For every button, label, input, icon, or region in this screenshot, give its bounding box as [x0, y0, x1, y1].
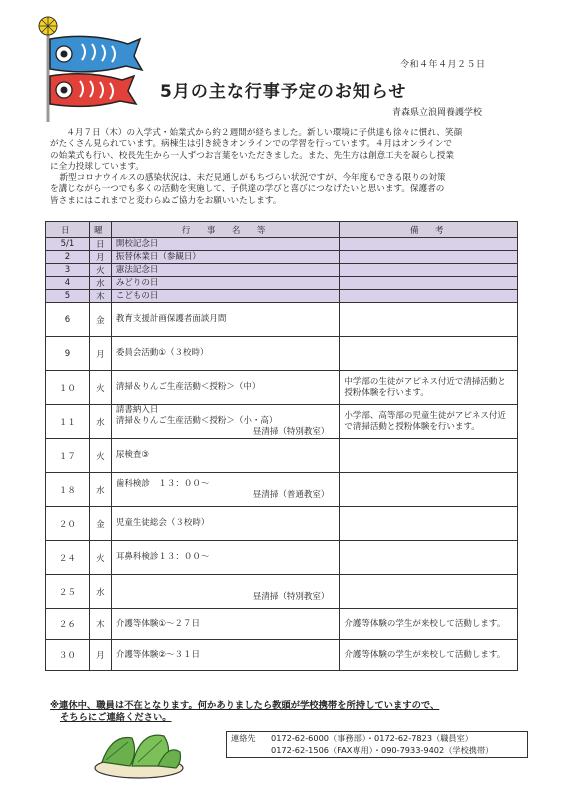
cell-dow: 月 [89, 251, 111, 264]
contact-phone-1: 0172-62-6000（事務部）・0172-62-7823（職員室） [271, 733, 473, 743]
cell-dow: 火 [89, 264, 111, 277]
table-row [46, 337, 518, 371]
table-row [46, 371, 518, 405]
header-note: 備 考 [340, 222, 518, 238]
cell-event [111, 609, 340, 640]
cell-date: 6 [46, 303, 90, 337]
intro-line: を講じながら一つでも多くの活動を実施して、子供達の学びと喜びにつなげたいと思います。保護者の [50, 184, 445, 195]
cell-note [340, 575, 518, 609]
cell-event [111, 640, 340, 671]
intro-line: がたくさん見られています。病棟生は引き続きオンラインでの学習を行っています。４月はオンラインで [50, 139, 453, 150]
cell-dow: 火 [89, 371, 111, 405]
event-line: 教育支援計画保護者面談月間 [115, 314, 227, 324]
cell-date: 4 [46, 277, 90, 290]
event-line: 開校記念日 [115, 238, 159, 249]
koinobori-blue-icon [50, 36, 142, 71]
cell-event [111, 575, 340, 609]
cell-note [340, 541, 518, 575]
kashiwa-mochi-icon [92, 722, 187, 780]
cell-dow: 木 [89, 609, 111, 640]
event-line: 昼清掃（普通教室） [252, 489, 330, 500]
event-line: 清掃＆りんご生産活動＜授粉＞（小・高） [115, 416, 278, 426]
header-dow: 曜 [89, 222, 111, 238]
header-date: 日 [46, 222, 90, 238]
cell-event [111, 277, 340, 290]
holiday-notice [50, 700, 439, 724]
page-title: 5月の主な行事予定のお知らせ [160, 82, 407, 102]
cell-dow: 水 [89, 277, 111, 290]
table-row [46, 575, 518, 609]
event-line: 児童生徒総会（３校時） [115, 518, 210, 528]
notice-line: そちらにご連絡ください。 [60, 712, 172, 723]
cell-date: ２６ [46, 609, 90, 640]
table-row [46, 264, 518, 277]
cell-dow: 金 [89, 303, 111, 337]
cell-dow: 水 [89, 473, 111, 507]
cell-dow: 水 [89, 405, 111, 439]
event-line: 介護等体験②～３１日 [115, 649, 200, 660]
cell-date: ２５ [46, 575, 90, 609]
table-row [46, 640, 518, 671]
table-row [46, 541, 518, 575]
intro-line: ４月７日（木）の入学式・始業式から約２週間が経ちました。新しい環境に子供達も徐々に慣れ、笑顔 [66, 128, 463, 138]
cell-note [340, 303, 518, 337]
cell-dow: 木 [89, 290, 111, 303]
intro-text [50, 128, 520, 207]
cell-note: 介護等体験の学生が来校して活動します。 [340, 609, 518, 640]
cell-event [111, 473, 340, 507]
event-line: 昼清掃（特別教室） [252, 427, 330, 437]
event-line: こどもの日 [115, 290, 159, 301]
cell-note [340, 251, 518, 264]
cell-date: １０ [46, 371, 90, 405]
table-row [46, 238, 518, 251]
cell-note [340, 277, 518, 290]
cell-event [111, 371, 340, 405]
event-line: 尿検査③ [115, 450, 149, 460]
table-row [46, 303, 518, 337]
event-line [116, 581, 336, 592]
notice-line: ※連休中、職員は不在となります。何かありましたら教頭が学校携帯を所持していますので、 [50, 700, 440, 711]
intro-line: の始業式も行い、校長先生から一人ずつお言葉をいただきました。また、先生方は創意工夫を凝らし授業 [50, 150, 454, 161]
event-line: 憲法記念日 [115, 264, 159, 275]
table-row [46, 251, 518, 264]
cell-note [340, 238, 518, 251]
cell-event [111, 251, 340, 264]
cell-note: 中学部の生徒がアピネス付近で清掃活動と授粉体験を行います。 [340, 371, 518, 405]
cell-date: １８ [46, 473, 90, 507]
cell-date: ３０ [46, 640, 90, 671]
cell-dow: 金 [89, 507, 111, 541]
table-row [46, 609, 518, 640]
cell-date: ２４ [46, 541, 90, 575]
table-header-row [46, 222, 518, 238]
cell-event [111, 238, 340, 251]
cell-note: 介護等体験の学生が来校して活動します。 [340, 640, 518, 671]
event-line: 歯科検診 １３：００～ [115, 478, 210, 489]
header-event: 行 事 名 等 [111, 222, 340, 238]
cell-note [340, 439, 518, 473]
cell-date: 5 [46, 290, 90, 303]
koinobori-red-icon [50, 74, 136, 107]
cell-date: ２０ [46, 507, 90, 541]
event-line: 介護等体験①～２７日 [115, 618, 200, 629]
cell-date: 5/1 [46, 238, 90, 251]
schedule-table [45, 221, 518, 671]
table-row [46, 439, 518, 473]
cell-event [111, 264, 340, 277]
intro-line: に全力投球しています。 [50, 161, 144, 172]
cell-dow: 月 [89, 337, 111, 371]
event-line: 耳鼻科検診１３：００～ [115, 552, 210, 562]
table-row [46, 473, 518, 507]
event-line: 昼清掃（特別教室） [252, 591, 330, 602]
cell-event [111, 405, 340, 439]
intro-line: 皆さまにはこれまでと変わらぬご協力をお願いいたします。 [50, 195, 282, 206]
event-line: 振替休業日（参観日） [115, 251, 201, 262]
cell-dow: 月 [89, 640, 111, 671]
contact-phone-2: 0172-62-1506（FAX専用）・090-7933-9402（学校携帯） [271, 744, 494, 755]
event-line: 委員会活動①（３校時） [115, 348, 209, 358]
koinobori-icon [30, 14, 145, 124]
cell-note [340, 290, 518, 303]
table-row [46, 507, 518, 541]
cell-event [111, 541, 340, 575]
cell-note [340, 507, 518, 541]
cell-date: 3 [46, 264, 90, 277]
table-row [46, 405, 518, 439]
cell-date: 2 [46, 251, 90, 264]
contact-box [226, 731, 528, 758]
table-row [46, 277, 518, 290]
cell-event [111, 507, 340, 541]
table-row [46, 290, 518, 303]
pinwheel-icon [39, 17, 57, 35]
cell-date: １７ [46, 439, 90, 473]
school-name: 青森県立浪岡養護学校 [392, 108, 483, 118]
cell-event [111, 439, 340, 473]
cell-note [340, 264, 518, 277]
cell-event [111, 337, 340, 371]
cell-dow: 火 [89, 541, 111, 575]
cell-note: 小学部、高等部の児童生徒がアピネス付近で清掃活動と授粉体験を行います。 [340, 405, 518, 439]
cell-event [111, 303, 340, 337]
intro-line: 新型コロナウイルスの感染状況は、未だ見通しがもちづらい状況ですが、今年度もできる限りの対策 [59, 173, 446, 184]
cell-dow: 日 [89, 238, 111, 251]
cell-note [340, 337, 518, 371]
cell-date: 9 [46, 337, 90, 371]
event-line: みどりの日 [115, 277, 159, 288]
event-line: 請書納入日 [115, 405, 159, 415]
cell-event [111, 290, 340, 303]
cell-date: １１ [46, 405, 90, 439]
issue-date: 令和４年４月２５日 [400, 60, 486, 70]
cell-dow: 水 [89, 575, 111, 609]
contact-label: 連絡先 [231, 733, 256, 743]
cell-dow: 火 [89, 439, 111, 473]
event-line: 清掃＆りんご生産活動＜授粉＞（中） [115, 382, 261, 392]
cell-note [340, 473, 518, 507]
